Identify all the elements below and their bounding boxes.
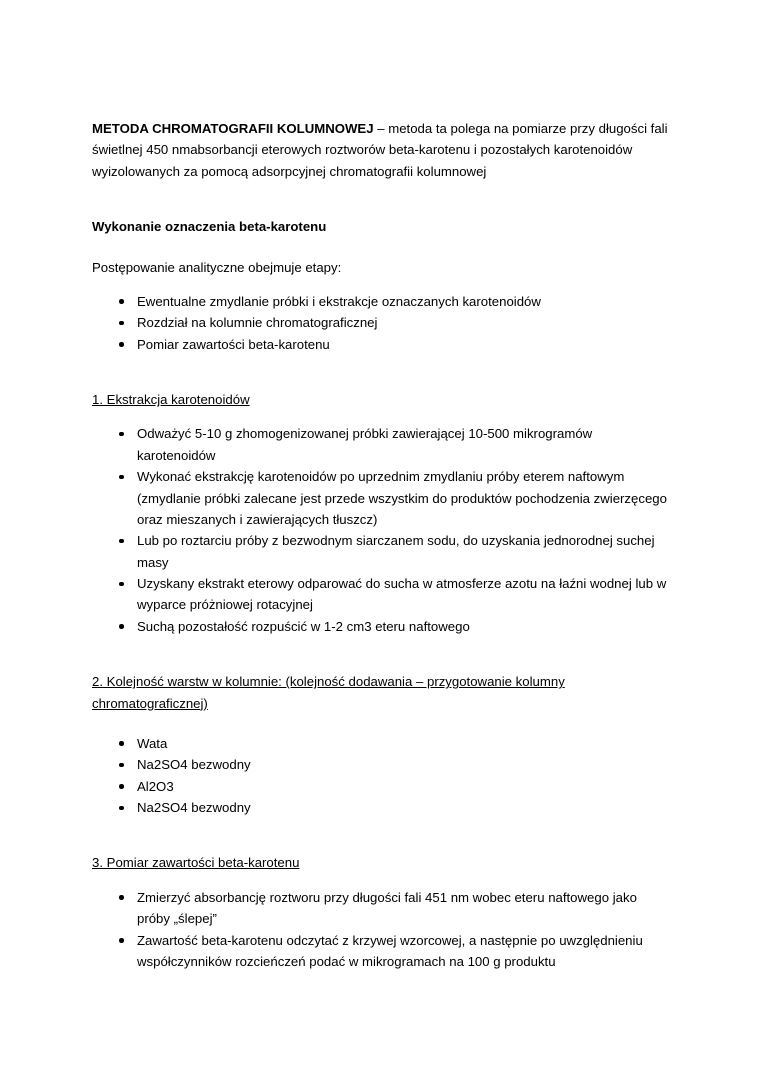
section-2-list (92, 733, 672, 819)
list-item: Ewentualne zmydlanie próbki i ekstrakcje oznaczanych karotenoidów (92, 291, 672, 312)
list-item: Wata (92, 733, 672, 754)
section-3-list (92, 887, 672, 973)
spacer-before-section-1 (92, 355, 672, 389)
section-1-title: 1. Ekstrakcja karotenoidów (92, 392, 250, 407)
steps-overview-list (92, 291, 672, 355)
intro-lead-bold: METODA CHROMATOGRAFII KOLUMNOWEJ (92, 121, 374, 136)
list-item: Al2O3 (92, 776, 672, 797)
intro-lead-rest: – metoda ta polega na pomiarze przy długości fali świetlnej 450 nmabsorbancji eterowych roztworów beta-karotenu i pozostałych karotenoidów wyizolowanych za pomocą adsorpcyjnej chromatografii kolumnowej (92, 121, 668, 179)
spacer-before-section-3 (92, 818, 672, 852)
list-item: Rozdział na kolumnie chromatograficznej (92, 312, 672, 333)
section-3-title: 3. Pomiar zawartości beta-karotenu (92, 855, 300, 871)
spacer-after-section-1-title (92, 410, 672, 423)
list-item: Na2SO4 bezwodny (92, 754, 672, 775)
spacer-before-overview (92, 278, 672, 291)
list-item: Uzyskany ekstrakt eterowy odparować do sucha w atmosferze azotu na łaźni wodnej lub w wyparce próżniowej rotacyjnej (92, 573, 672, 616)
spacer-after-heading (92, 238, 672, 257)
list-item: Zmierzyć absorbancję roztworu przy długości fali 451 nm wobec eteru naftowego jako próby „ślepej” (92, 887, 672, 930)
spacer-after-intro (92, 182, 672, 216)
section-2-title: 2. Kolejność warstw w kolumnie: (kolejność dodawania – przygotowanie kolumny chromatograficznej) (92, 674, 565, 711)
list-item: Zawartość beta-karotenu odczytać z krzywej wzorcowej, a następnie po uwzględnieniu współczynników rozcieńczeń podać w mikrogramach na 100 g produktu (92, 930, 672, 973)
list-item: Suchą pozostałość rozpuścić w 1-2 cm3 eteru naftowego (92, 616, 672, 637)
section-heading: Wykonanie oznaczenia beta-karotenu (92, 219, 327, 235)
document-body (92, 118, 672, 972)
list-item: Pomiar zawartości beta-karotenu (92, 334, 672, 355)
spacer-before-section-2 (92, 637, 672, 671)
section-1-list (92, 423, 672, 637)
list-item: Lub po roztarciu próby z bezwodnym siarczanem sodu, do uzyskania jednorodnej suchej masy (92, 530, 672, 573)
list-item: Wykonać ekstrakcję karotenoidów po uprzednim zmydlaniu próby eterem naftowym (zmydlanie próbki zalecane jest przede wszystkim do produktów pochodzenia zwierzęcego oraz mieszanych i zawierających tłuszcz) (92, 466, 672, 530)
spacer-after-section-3-title (92, 874, 672, 887)
list-item: Odważyć 5-10 g zhomogenizowanej próbki zawierającej 10-500 mikrogramów karotenoidów (92, 423, 672, 466)
lead-line: Postępowanie analityczne obejmuje etapy: (92, 259, 342, 275)
spacer-after-section-2-title (92, 714, 672, 733)
list-item: Na2SO4 bezwodny (92, 797, 672, 818)
intro-paragraph (92, 118, 672, 182)
